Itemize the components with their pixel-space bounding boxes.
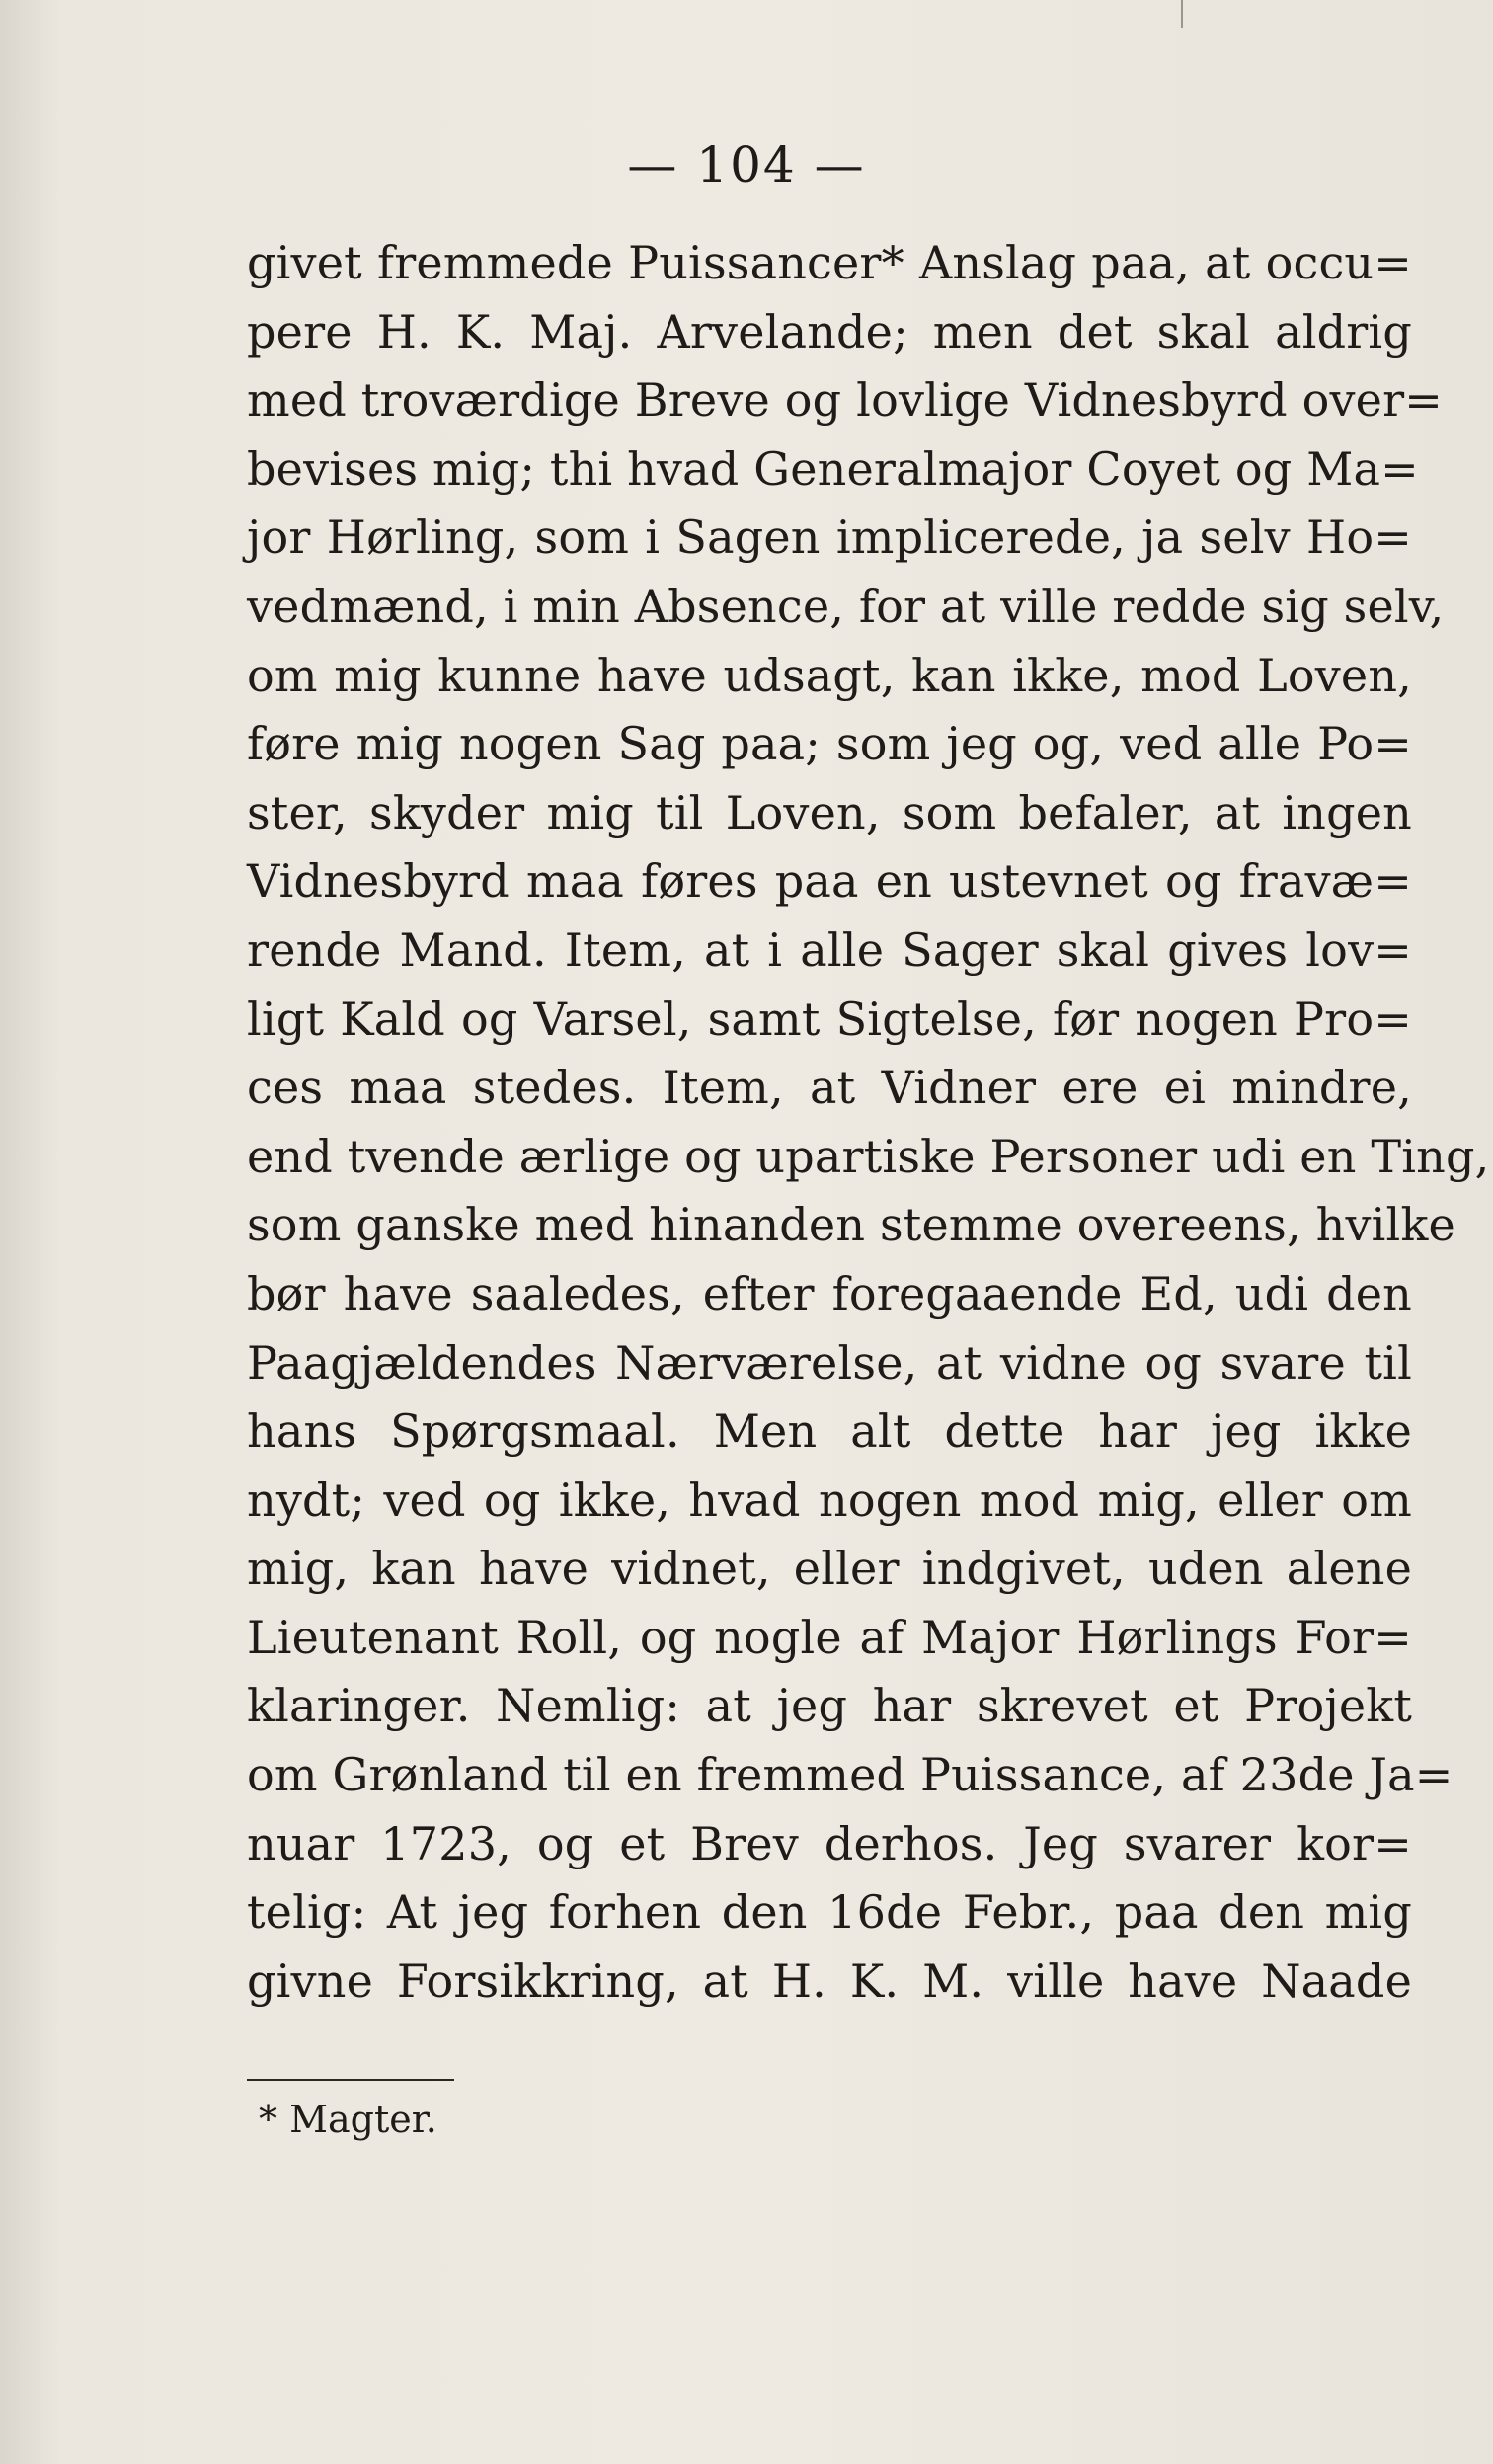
footnote-divider xyxy=(247,2079,454,2081)
page-fold-mark xyxy=(1181,0,1183,28)
body-text xyxy=(247,229,1490,2016)
text-line: givet fremmede Puissancer* Anslag paa, at occu= xyxy=(247,236,1412,289)
text-line: end tvende ærlige og upartiske Personer udi en Ting, xyxy=(247,1129,1490,1183)
text-line: telig: At jeg forhen den 16de Febr., paa den mig xyxy=(247,1885,1412,1940)
text-line: ster, skyder mig til Loven, som befaler, at ingen xyxy=(247,785,1412,839)
text-line: med troværdige Breve og lovlige Vidnesbyrd over= xyxy=(247,373,1444,428)
page-number: — 104 — xyxy=(627,136,866,194)
text-line: hans Spørgsmaal. Men alt dette har jeg ikke xyxy=(247,1404,1412,1459)
text-line: mig, kan have vidnet, eller indgivet, uden alene xyxy=(247,1542,1412,1596)
text-line: bør have saaledes, efter foregaaende Ed, udi den xyxy=(247,1266,1412,1320)
text-line: nydt; ved og ikke, hvad nogen mod mig, eller om xyxy=(247,1472,1412,1527)
text-line: nuar 1723, og et Brev derhos. Jeg svarer kor= xyxy=(247,1816,1412,1870)
text-line: vedmænd, i min Absence, for at ville redde sig selv, xyxy=(247,579,1445,633)
text-line: Lieutenant Roll, og nogle af Major Hørlings For= xyxy=(247,1610,1412,1664)
text-line: om Grønland til en fremmed Puissance, af 23de Ja= xyxy=(247,1748,1454,1802)
text-line: givne Forsikkring, at H. K. M. ville have Naade xyxy=(247,1953,1412,2008)
text-line: føre mig nogen Sag paa; som jeg og, ved alle Po= xyxy=(247,717,1412,771)
text-line: klaringer. Nemlig: at jeg har skrevet et Projekt xyxy=(247,1679,1412,1733)
text-line: Paagjældendes Nærværelse, at vidne og svare til xyxy=(247,1335,1412,1390)
text-line: Vidnesbyrd maa føres paa en ustevnet og fravæ= xyxy=(247,854,1412,909)
footnote: * Magter. xyxy=(259,2098,437,2141)
text-line: om mig kunne have udsagt, kan ikke, mod Loven, xyxy=(247,648,1412,702)
text-line: ces maa stedes. Item, at Vidner ere ei mindre, xyxy=(247,1061,1412,1115)
text-line: ligt Kald og Varsel, samt Sigtelse, før nogen Pro= xyxy=(247,992,1412,1046)
text-line: pere H. K. Maj. Arvelande; men det skal aldrig xyxy=(247,304,1412,358)
text-line: som ganske med hinanden stemme overeens, hvilke xyxy=(247,1198,1455,1252)
text-line: bevises mig; thi hvad Generalmajor Coyet og Ma= xyxy=(247,441,1419,496)
text-line: jor Hørling, som i Sagen implicerede, ja selv Ho= xyxy=(247,511,1412,565)
text-line: rende Mand. Item, at i alle Sager skal gives lov= xyxy=(247,922,1412,977)
